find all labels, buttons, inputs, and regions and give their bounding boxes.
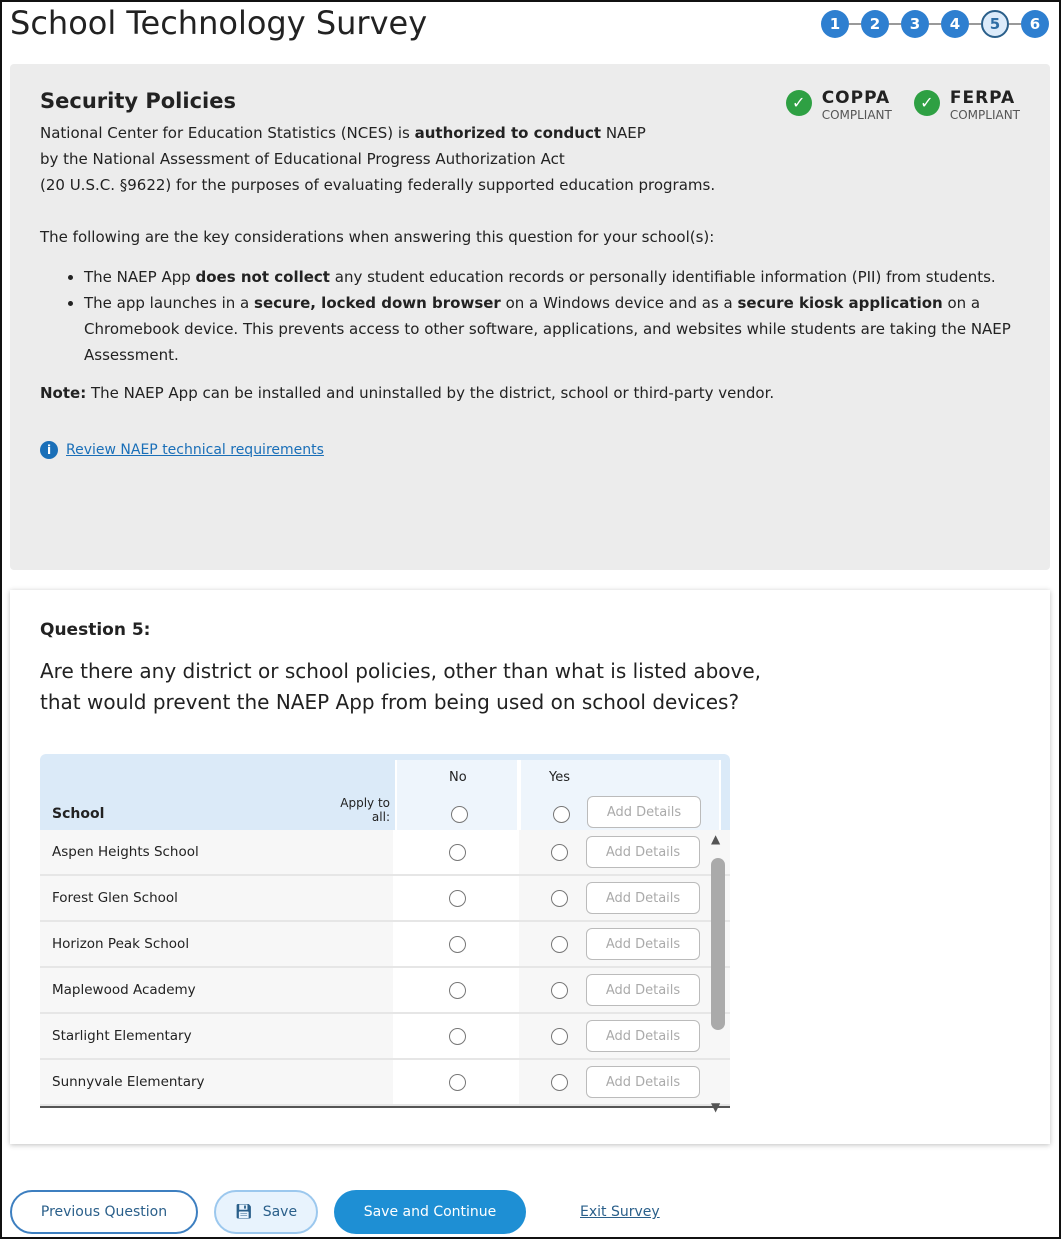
note-text: Note: The NAEP App can be installed and uninstalled by the district, school or third-party vendor. bbox=[40, 384, 775, 402]
step-progress bbox=[821, 10, 1049, 38]
yes-radio[interactable] bbox=[551, 1074, 568, 1091]
table-body bbox=[40, 830, 730, 1106]
scroll-thumb[interactable] bbox=[711, 858, 725, 1030]
exit-survey-link[interactable]: Exit Survey bbox=[580, 1204, 660, 1220]
page-title: School Technology Survey bbox=[10, 4, 428, 42]
add-details-button[interactable]: Add Details bbox=[586, 1066, 700, 1098]
scroll-down-icon[interactable]: ▼ bbox=[711, 1100, 721, 1114]
table-row bbox=[40, 830, 730, 876]
considerations-list bbox=[84, 264, 1020, 368]
table-header bbox=[40, 754, 730, 830]
floppy-disk-icon: 💾︎ bbox=[234, 1204, 253, 1220]
school-name: Sunnyvale Elementary bbox=[52, 1074, 205, 1090]
table-row bbox=[40, 968, 730, 1014]
considerations-text: The following are the key considerations when answering this question for your school(s): bbox=[40, 228, 715, 246]
school-name: Horizon Peak School bbox=[52, 936, 190, 952]
apply-all-add-details-button[interactable]: Add Details bbox=[587, 796, 701, 828]
add-details-button[interactable]: Add Details bbox=[586, 1020, 700, 1052]
yes-radio[interactable] bbox=[551, 1028, 568, 1045]
question-label: Question 5: bbox=[40, 620, 151, 640]
table-row bbox=[40, 876, 730, 922]
add-details-button[interactable]: Add Details bbox=[586, 928, 700, 960]
yes-radio[interactable] bbox=[551, 890, 568, 907]
badge-name: COPPA bbox=[821, 88, 891, 108]
col-school: School bbox=[52, 806, 105, 822]
step-connector bbox=[969, 23, 981, 25]
step-2[interactable]: 2 bbox=[861, 10, 889, 38]
scroll-up-icon[interactable]: ▲ bbox=[711, 832, 721, 846]
no-radio[interactable] bbox=[449, 844, 466, 861]
step-6[interactable]: 6 bbox=[1021, 10, 1049, 38]
schools-table bbox=[40, 754, 730, 1114]
panel-heading: Security Policies bbox=[40, 89, 236, 113]
badge-sub: COMPLIANT bbox=[821, 108, 892, 122]
step-5-current[interactable]: 5 bbox=[981, 10, 1009, 38]
no-radio[interactable] bbox=[449, 1028, 466, 1045]
coppa-badge bbox=[786, 88, 892, 122]
table-bottom-rule bbox=[40, 1106, 730, 1108]
step-1[interactable]: 1 bbox=[821, 10, 849, 38]
technical-requirements-link[interactable]: Review NAEP technical requirements bbox=[66, 442, 324, 458]
save-and-continue-button[interactable]: Save and Continue bbox=[334, 1190, 526, 1234]
step-4[interactable]: 4 bbox=[941, 10, 969, 38]
school-name: Starlight Elementary bbox=[52, 1028, 192, 1044]
info-icon: i bbox=[40, 441, 58, 459]
apply-all-no-radio[interactable] bbox=[451, 806, 468, 823]
table-row bbox=[40, 1060, 730, 1106]
check-circle-icon: ✓ bbox=[786, 90, 812, 116]
list-item: • The app launches in a secure, locked down browser on a Windows device and as a secure kiosk application on a Chromebook device. This prevents access to other software, applications, and websites while students are taking the NAEP Assessment. bbox=[84, 290, 1020, 368]
intro-text: National Center for Education Statistics (NCES) is authorized to conduct NAEP by the National Assessment of Educational Progress Authorization Act (20 U.S.C. §9622) for the purposes of evaluating federally supported education programs. bbox=[40, 124, 716, 194]
save-button[interactable] bbox=[214, 1190, 318, 1234]
footer-actions bbox=[10, 1190, 660, 1234]
step-3[interactable]: 3 bbox=[901, 10, 929, 38]
add-details-button[interactable]: Add Details bbox=[586, 836, 700, 868]
check-circle-icon: ✓ bbox=[914, 90, 940, 116]
table-scrollbar[interactable] bbox=[708, 834, 728, 1112]
ferpa-badge bbox=[914, 88, 1020, 122]
school-name: Maplewood Academy bbox=[52, 982, 196, 998]
table-row bbox=[40, 922, 730, 968]
badge-name: FERPA bbox=[949, 88, 1016, 108]
school-name: Forest Glen School bbox=[52, 890, 178, 906]
school-name: Aspen Heights School bbox=[52, 844, 199, 860]
previous-question-button[interactable]: Previous Question bbox=[10, 1190, 198, 1234]
col-yes: Yes bbox=[549, 770, 570, 785]
step-connector bbox=[889, 23, 901, 25]
list-item: • The NAEP App does not collect any student education records or personally identifiable information (PII) from students. bbox=[84, 264, 1020, 290]
step-connector bbox=[1009, 23, 1021, 25]
step-connector bbox=[929, 23, 941, 25]
col-no: No bbox=[449, 770, 467, 785]
question-text: Are there any district or school policies, other than what is listed above, that would prevent the NAEP App from being used on school devices? bbox=[40, 659, 762, 714]
table-row bbox=[40, 1014, 730, 1060]
apply-to-all-label: Apply to all: bbox=[340, 796, 390, 824]
yes-radio[interactable] bbox=[551, 844, 568, 861]
yes-radio[interactable] bbox=[551, 982, 568, 999]
apply-all-yes-radio[interactable] bbox=[553, 806, 570, 823]
add-details-button[interactable]: Add Details bbox=[586, 974, 700, 1006]
add-details-button[interactable]: Add Details bbox=[586, 882, 700, 914]
step-connector bbox=[849, 23, 861, 25]
no-radio[interactable] bbox=[449, 890, 466, 907]
no-radio[interactable] bbox=[449, 982, 466, 999]
badge-sub: COMPLIANT bbox=[949, 108, 1020, 122]
save-label: Save bbox=[262, 1204, 298, 1220]
yes-radio[interactable] bbox=[551, 936, 568, 953]
no-radio[interactable] bbox=[449, 1074, 466, 1091]
no-radio[interactable] bbox=[449, 936, 466, 953]
security-policies-panel bbox=[10, 64, 1050, 570]
question-card bbox=[10, 590, 1050, 1144]
